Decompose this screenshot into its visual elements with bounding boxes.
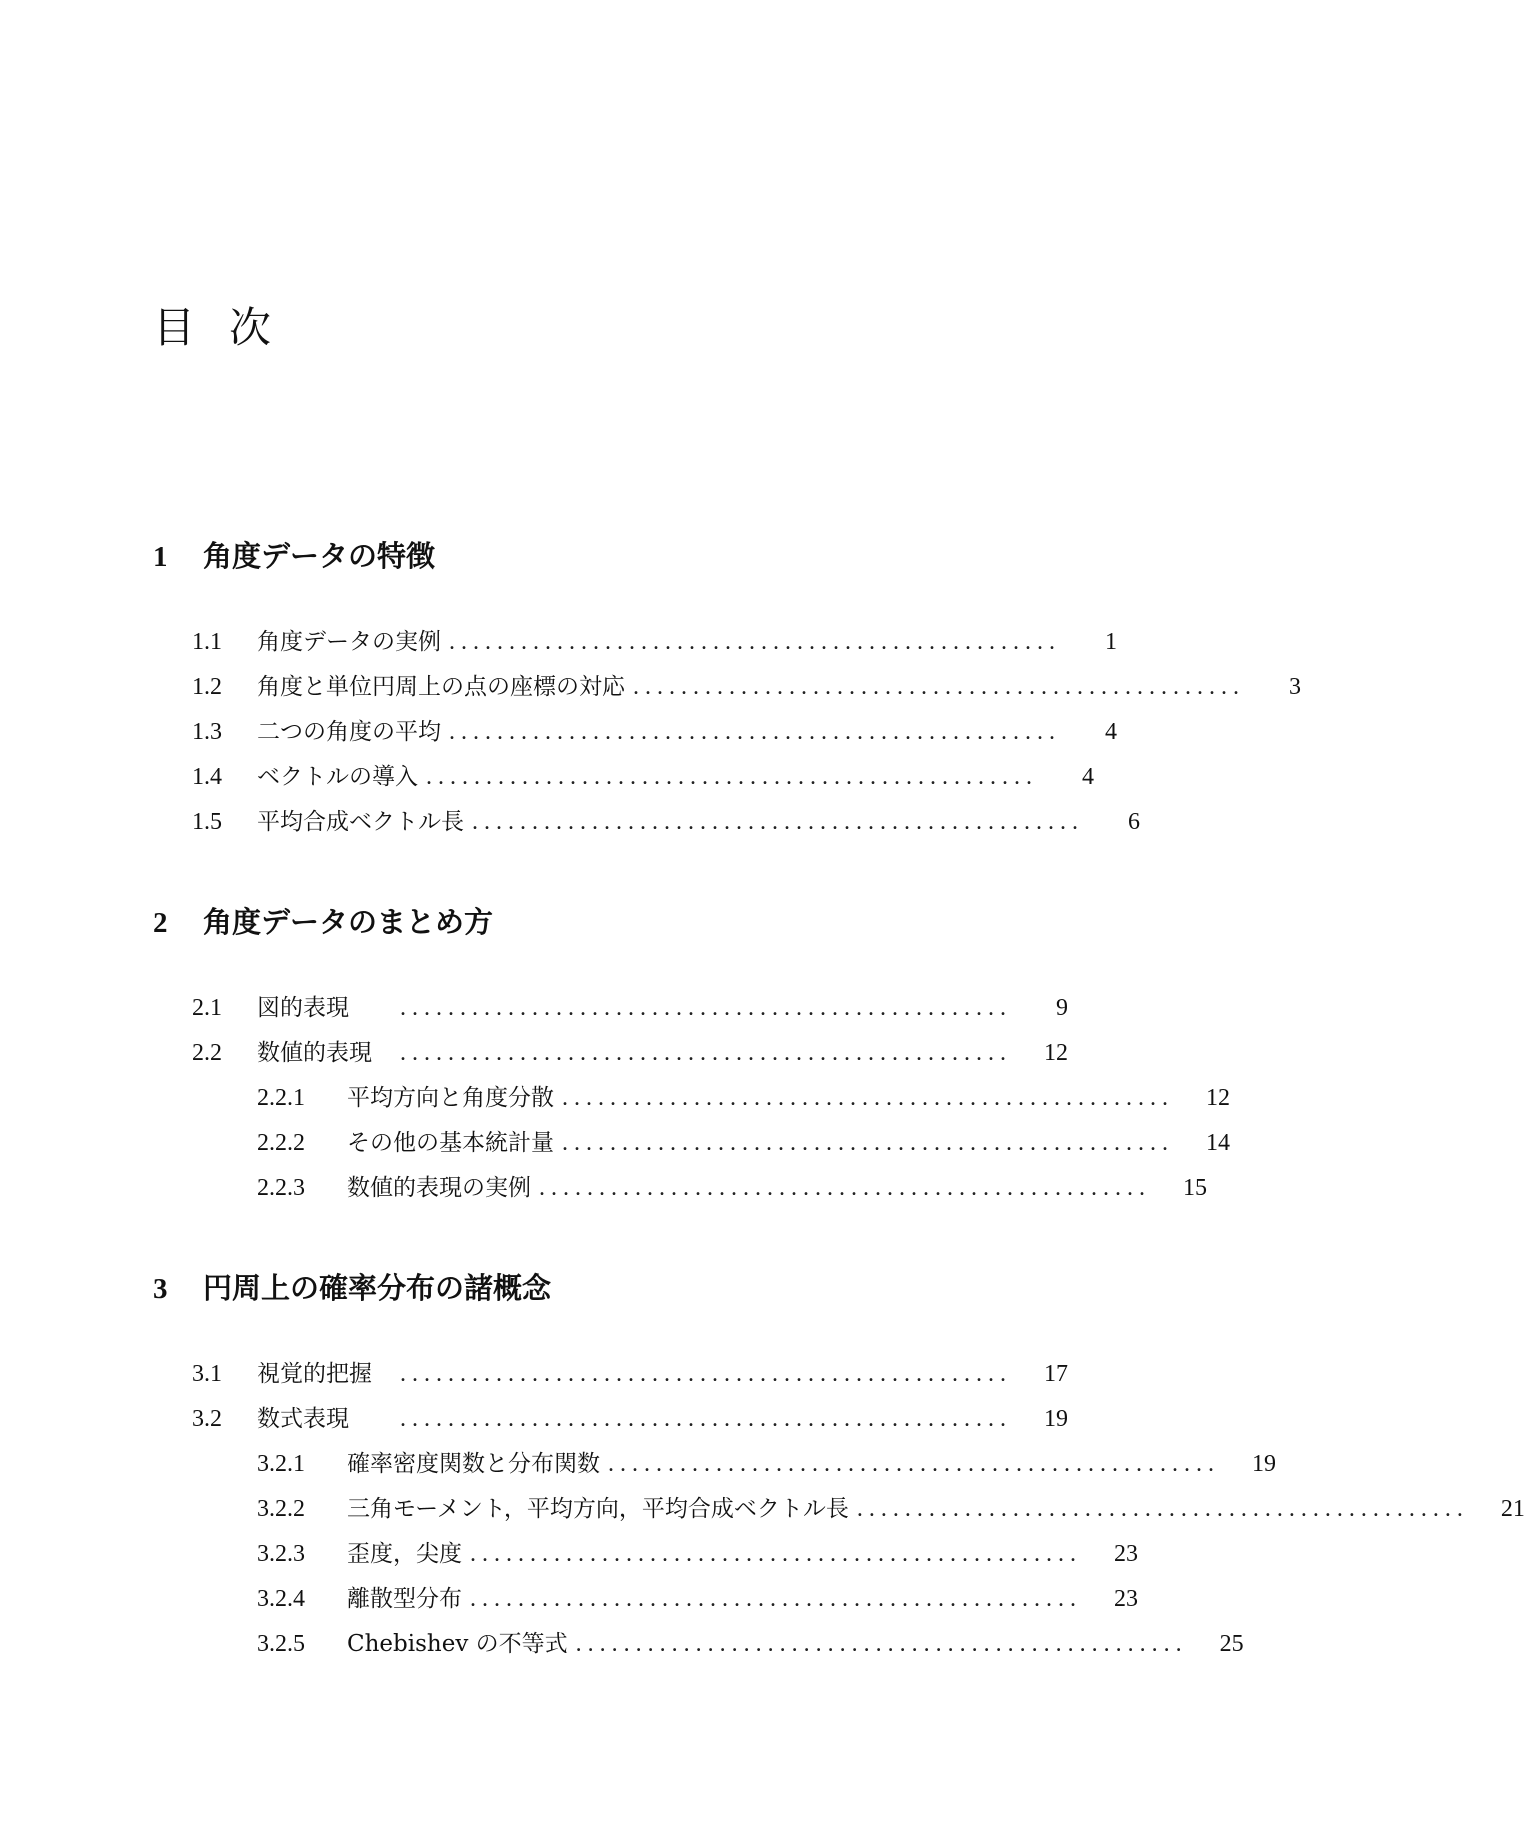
- entry-title: その他の基本統計量: [347, 1130, 554, 1156]
- entry-number: 3.2.1: [257, 1451, 305, 1477]
- chapter-number: 3: [153, 1273, 168, 1305]
- dot-leader: . . . . . . . . . . . . . . . . . . . . . . . . . . . . . . . . . . . . . . . . . . . . . . . . . . .: [400, 1406, 1006, 1432]
- chapter-3-heading[interactable]: [153, 1268, 551, 1308]
- entry-number: 1.5: [192, 809, 222, 835]
- dot-leader: . . . . . . . . . . . . . . . . . . . . . . . . . . . . . . . . . . . . . . . . . . . . . . . . . . .: [562, 1130, 1168, 1156]
- entry-title: 平均方向と角度分散: [347, 1085, 554, 1111]
- chapter-number: 2: [153, 907, 168, 939]
- entry-title: 角度と単位円周上の点の座標の対応: [257, 674, 625, 700]
- entry-number: 1.4: [192, 764, 222, 790]
- toc-entry-1-2[interactable]: [192, 669, 1301, 705]
- entry-number: 2.2: [192, 1040, 222, 1066]
- entry-title: Chebishev の不等式: [347, 1631, 568, 1657]
- dot-leader: . . . . . . . . . . . . . . . . . . . . . . . . . . . . . . . . . . . . . . . . . . . . . . . . . . .: [470, 1541, 1076, 1567]
- entry-title: 三角モーメント，平均方向，平均合成ベクトル長: [347, 1496, 849, 1522]
- dot-leader: . . . . . . . . . . . . . . . . . . . . . . . . . . . . . . . . . . . . . . . . . . . . . . . . . . .: [562, 1085, 1168, 1111]
- chapter-title: 円周上の確率分布の諸概念: [203, 1271, 552, 1305]
- entry-page: 21: [1500, 1496, 1525, 1522]
- entry-number: 3.1: [192, 1361, 222, 1387]
- toc-entry-3-1[interactable]: [192, 1356, 1068, 1392]
- entry-title: 確率密度関数と分布関数: [347, 1451, 600, 1477]
- entry-page: 23: [1114, 1541, 1138, 1567]
- entry-number: 1.1: [192, 629, 222, 655]
- entry-number: 3.2.3: [257, 1541, 305, 1567]
- dot-leader: . . . . . . . . . . . . . . . . . . . . . . . . . . . . . . . . . . . . . . . . . . . . . . . . . . .: [470, 1586, 1076, 1612]
- entry-title: 数値的表現: [257, 1040, 372, 1066]
- entry-page: 14: [1206, 1130, 1230, 1156]
- entry-page: 6: [1128, 809, 1140, 835]
- entry-number: 3.2.5: [257, 1631, 305, 1657]
- dot-leader: . . . . . . . . . . . . . . . . . . . . . . . . . . . . . . . . . . . . . . . . . . . . . . . . . . .: [400, 995, 1006, 1021]
- entry-title: 数式表現: [257, 1406, 349, 1432]
- entry-number: 1.2: [192, 674, 222, 700]
- dot-leader: . . . . . . . . . . . . . . . . . . . . . . . . . . . . . . . . . . . . . . . . . . . . . . . . . . .: [633, 674, 1239, 700]
- chapter-title: 角度データの特徴: [203, 539, 436, 573]
- chapter-number: 1: [153, 541, 168, 573]
- toc-entry-3-2-2[interactable]: [257, 1491, 1525, 1527]
- entry-title: 平均合成ベクトル長: [257, 809, 464, 835]
- toc-entry-2-2-3[interactable]: [257, 1170, 1207, 1206]
- dot-leader: . . . . . . . . . . . . . . . . . . . . . . . . . . . . . . . . . . . . . . . . . . . . . . . . . . .: [575, 1631, 1182, 1657]
- entry-page: 3: [1289, 674, 1301, 700]
- toc-heading: [153, 300, 271, 356]
- dot-leader: . . . . . . . . . . . . . . . . . . . . . . . . . . . . . . . . . . . . . . . . . . . . . . . . . . .: [400, 1040, 1006, 1066]
- dot-leader: . . . . . . . . . . . . . . . . . . . . . . . . . . . . . . . . . . . . . . . . . . . . . . . . . . .: [856, 1496, 1463, 1522]
- entry-page: 12: [1044, 1040, 1068, 1066]
- entry-number: 2.2.1: [257, 1085, 305, 1111]
- entry-page: 17: [1044, 1361, 1068, 1387]
- dot-leader: . . . . . . . . . . . . . . . . . . . . . . . . . . . . . . . . . . . . . . . . . . . . . . . . . . .: [400, 1361, 1006, 1387]
- chapter-1-heading[interactable]: [153, 536, 435, 576]
- dot-leader: . . . . . . . . . . . . . . . . . . . . . . . . . . . . . . . . . . . . . . . . . . . . . . . . . . .: [608, 1451, 1214, 1477]
- entry-number: 2.2.3: [257, 1175, 305, 1201]
- entry-page: 19: [1044, 1406, 1068, 1432]
- dot-leader: . . . . . . . . . . . . . . . . . . . . . . . . . . . . . . . . . . . . . . . . . . . . . . . . . . .: [426, 764, 1032, 790]
- entry-number: 3.2.4: [257, 1586, 305, 1612]
- toc-entry-2-1[interactable]: [192, 990, 1068, 1026]
- entry-title: 角度データの実例: [257, 629, 441, 655]
- entry-title: ベクトルの導入: [257, 764, 418, 790]
- entry-page: 15: [1183, 1175, 1207, 1201]
- entry-page: 9: [1056, 995, 1068, 1021]
- chapter-2-heading[interactable]: [153, 902, 493, 942]
- dot-leader: . . . . . . . . . . . . . . . . . . . . . . . . . . . . . . . . . . . . . . . . . . . . . . . . . . .: [472, 809, 1078, 835]
- entry-title: 歪度，尖度: [347, 1541, 462, 1567]
- entry-title: 二つの角度の平均: [257, 719, 441, 745]
- toc-entry-2-2-1[interactable]: [257, 1080, 1230, 1116]
- entry-page: 25: [1219, 1631, 1244, 1657]
- toc-entry-3-2[interactable]: [192, 1401, 1068, 1437]
- toc-entry-3-2-1[interactable]: [257, 1446, 1276, 1482]
- dot-leader: . . . . . . . . . . . . . . . . . . . . . . . . . . . . . . . . . . . . . . . . . . . . . . . . . . .: [539, 1175, 1145, 1201]
- dot-leader: . . . . . . . . . . . . . . . . . . . . . . . . . . . . . . . . . . . . . . . . . . . . . . . . . . .: [449, 719, 1055, 745]
- toc-entry-2-2[interactable]: [192, 1035, 1068, 1071]
- entry-page: 19: [1252, 1451, 1276, 1477]
- entry-page: 12: [1206, 1085, 1230, 1111]
- entry-page: 4: [1082, 764, 1094, 790]
- entry-title: 離散型分布: [347, 1586, 462, 1612]
- toc-entry-2-2-2[interactable]: [257, 1125, 1230, 1161]
- toc-entry-1-1[interactable]: [192, 624, 1117, 660]
- toc-entry-3-2-5[interactable]: [257, 1626, 1244, 1662]
- entry-page: 1: [1105, 629, 1117, 655]
- entry-page: 23: [1114, 1586, 1138, 1612]
- entry-number: 3.2.2: [257, 1496, 305, 1522]
- entry-title: 視覚的把握: [257, 1361, 372, 1387]
- entry-number: 2.1: [192, 995, 222, 1021]
- chapter-title: 角度データのまとめ方: [203, 905, 494, 939]
- toc-heading-char-2: 次: [229, 303, 272, 352]
- toc-entry-3-2-3[interactable]: [257, 1536, 1138, 1572]
- toc-entry-3-2-4[interactable]: [257, 1581, 1138, 1617]
- entry-number: 1.3: [192, 719, 222, 745]
- toc-entry-1-3[interactable]: [192, 714, 1117, 750]
- dot-leader: . . . . . . . . . . . . . . . . . . . . . . . . . . . . . . . . . . . . . . . . . . . . . . . . . . .: [449, 629, 1055, 655]
- toc-entry-1-4[interactable]: [192, 759, 1094, 795]
- entry-title: 図的表現: [257, 995, 349, 1021]
- entry-page: 4: [1105, 719, 1117, 745]
- toc-heading-char-1: 目: [153, 303, 196, 352]
- entry-number: 3.2: [192, 1406, 222, 1432]
- entry-number: 2.2.2: [257, 1130, 305, 1156]
- toc-entry-1-5[interactable]: [192, 804, 1140, 840]
- entry-title: 数値的表現の実例: [347, 1175, 531, 1201]
